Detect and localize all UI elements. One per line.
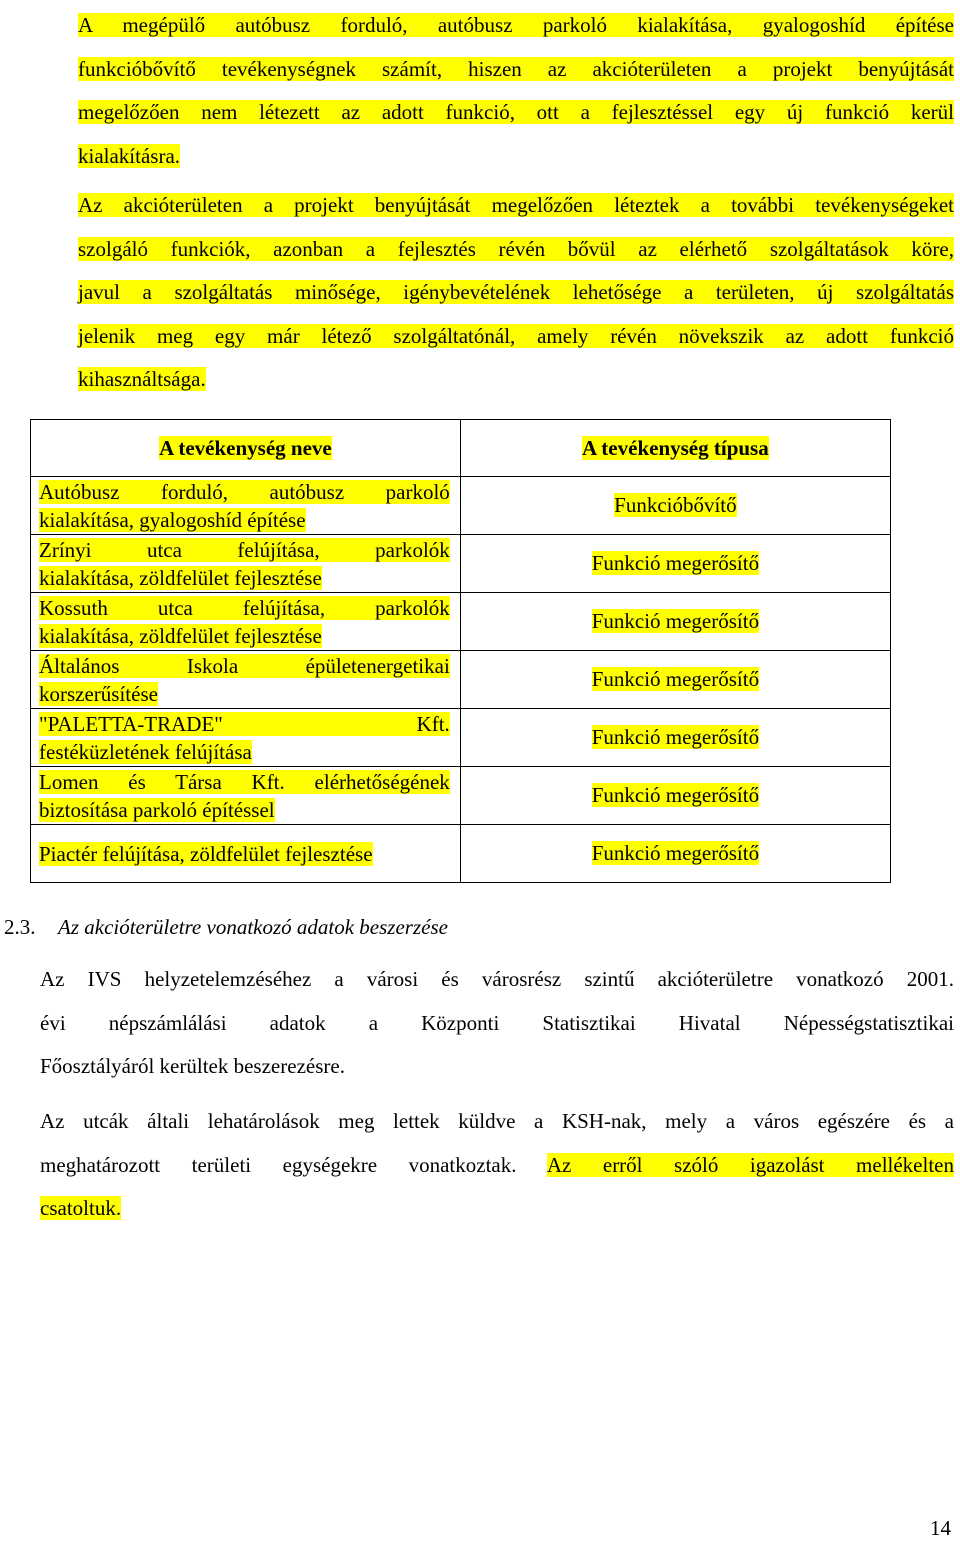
text-line: Az IVS helyzetelemzéséhez a városi és városrész szintű akcióterületre vonatkozó 2001. (40, 967, 954, 991)
text-line: kialakításra. (78, 143, 181, 168)
table-row (31, 767, 891, 825)
paragraph-function-expansion (78, 4, 954, 178)
table-row (31, 709, 891, 767)
table-row (31, 825, 891, 883)
section-heading (4, 915, 448, 940)
page-number: 14 (930, 1516, 951, 1540)
table-row (31, 477, 891, 535)
activity-name-cell: Piactér felújítása, zöldfelület fejlesztése (31, 825, 461, 883)
table-header-row (31, 420, 891, 477)
activity-type-cell: Funkció megerősítő (460, 767, 890, 825)
text-line-highlighted: Az erről szóló igazolást mellékelten (546, 1152, 954, 1177)
table-row (31, 651, 891, 709)
activities-table (30, 419, 891, 883)
text-line: megelőzően nem létezett az adott funkció, ott a fejlesztéssel egy új funkció kerül (78, 100, 954, 124)
activity-type-cell: Funkció megerősítő (460, 535, 890, 593)
text-line: évi népszámlálási adatok a Központi Statisztikai Hivatal Népességstatisztikai (40, 1010, 954, 1035)
text-line: kihasználtsága. (78, 367, 206, 391)
activity-type-cell: Funkcióbővítő (460, 477, 890, 535)
activity-name-cell: Autóbusz forduló, autóbusz parkoló kialakítása, gyalogoshíd építése (31, 477, 461, 535)
text-line: jelenik meg egy már létező szolgáltatónál, amely révén növekszik az adott funkció (78, 323, 954, 348)
text-line: A megépülő autóbusz forduló, autóbusz parkoló kialakítása, gyalogoshíd építése (78, 13, 954, 37)
text-line: javul a szolgáltatás minősége, igénybevételének lehetősége a területen, új szolgáltatás (78, 280, 954, 304)
section-title: Az akcióterületre vonatkozó adatok beszerzése (58, 915, 448, 939)
text-line-highlighted: csatoltuk. (40, 1196, 122, 1220)
text-line: Az utcák általi lehatárolások meg lettek küldve a KSH-nak, mely a város egészére és a (40, 1109, 954, 1133)
activity-name-cell: "PALETTA-TRADE" Kft. festéküzletének felújítása (31, 709, 461, 767)
text-line: Az akcióterületen a projekt benyújtását megelőzően léteztek a további tevékenységeket (78, 193, 954, 217)
text-line: szolgáló funkciók, azonban a fejlesztés révén bővül az elérhető szolgáltatások köre, (78, 236, 954, 261)
table-row (31, 535, 891, 593)
paragraph-function-strengthening (78, 184, 954, 402)
activity-type-cell: Funkció megerősítő (460, 593, 890, 651)
activity-type-cell: Funkció megerősítő (460, 651, 890, 709)
header-activity-name: A tevékenység neve (31, 420, 461, 477)
activity-type-cell: Funkció megerősítő (460, 825, 890, 883)
text-line-plain: meghatározott területi egységekre vonatkoztak. (40, 1152, 517, 1177)
text-line: funkcióbővítő tevékenységnek számít, hiszen az akcióterületen a projekt benyújtását (78, 56, 954, 81)
activity-name-cell: Zrínyi utca felújítása, parkolók kialakítása, zöldfelület fejlesztése (31, 535, 461, 593)
paragraph-data-collection (40, 958, 954, 1089)
activity-name-cell: Kossuth utca felújítása, parkolók kialakítása, zöldfelület fejlesztése (31, 593, 461, 651)
paragraph-ksh-submission (40, 1100, 954, 1231)
table-row (31, 593, 891, 651)
activity-type-cell: Funkció megerősítő (460, 709, 890, 767)
activity-name-cell: Általános Iskola épületenergetikai korszerűsítése (31, 651, 461, 709)
section-number: 2.3. (4, 915, 36, 939)
activity-name-cell: Lomen és Társa Kft. elérhetőségének biztosítása parkoló építéssel (31, 767, 461, 825)
header-activity-type: A tevékenység típusa (460, 420, 890, 477)
text-line: Főosztályáról kerültek beszerezésre. (40, 1054, 345, 1078)
